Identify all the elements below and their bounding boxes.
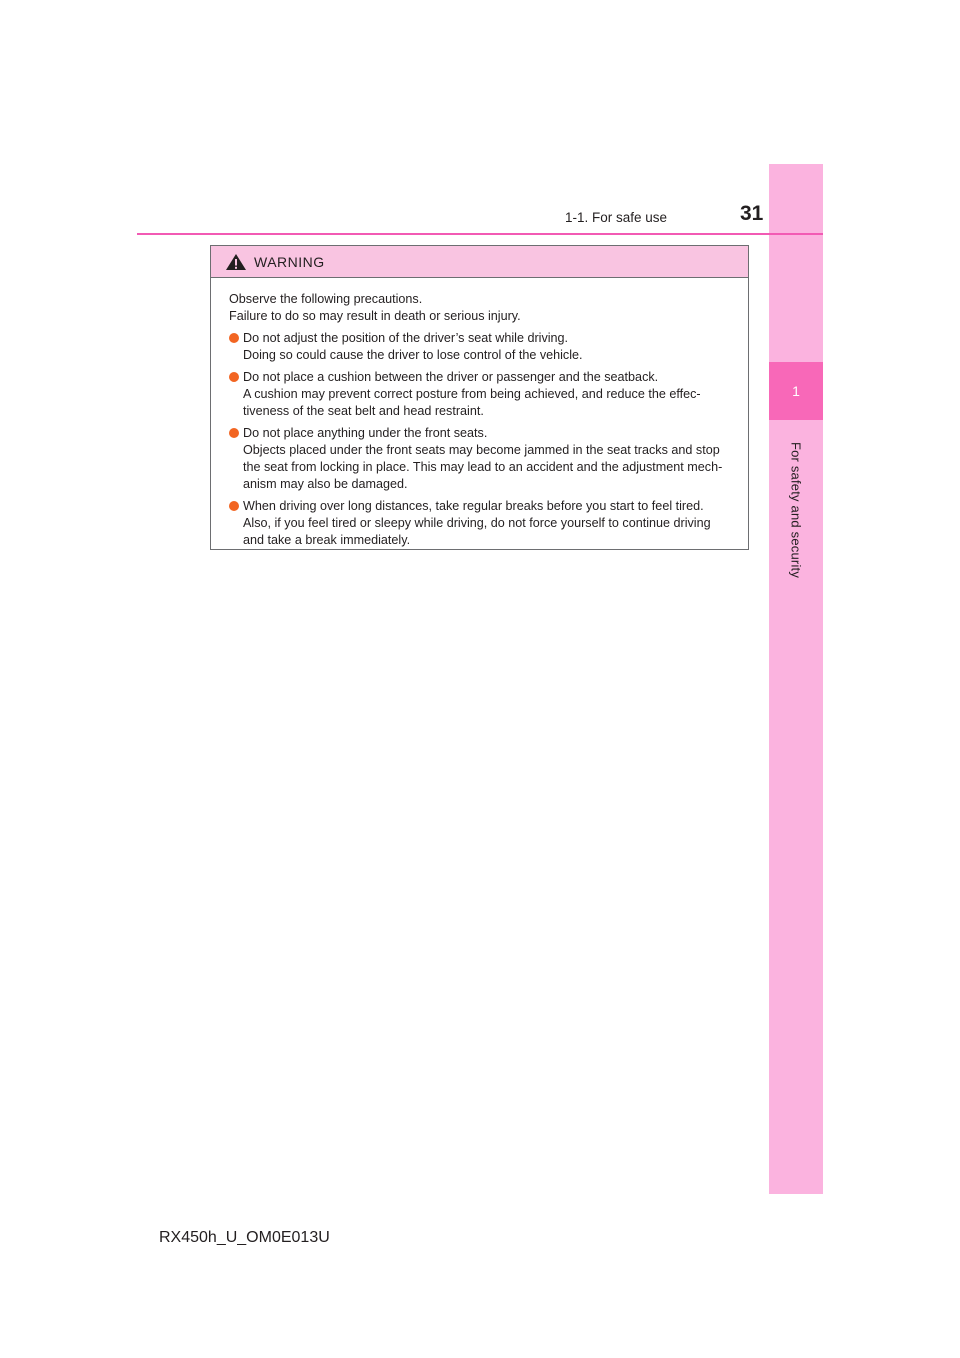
warning-item (229, 425, 740, 493)
warning-item (229, 498, 740, 549)
warning-item (229, 369, 740, 420)
item-line: Objects placed under the front seats may become jammed in the seat tracks and stop (243, 443, 720, 457)
chapter-number: 1 (792, 383, 800, 399)
page-number: 31 (740, 202, 764, 225)
intro-line: Failure to do so may result in death or serious injury. (229, 309, 521, 323)
warning-title: WARNING (254, 253, 325, 270)
warning-box (210, 245, 749, 550)
item-line: the seat from locking in place. This may lead to an accident and the adjustment mech- (243, 460, 723, 474)
intro-line: Observe the following precautions. (229, 292, 423, 306)
warning-triangle-icon (225, 253, 247, 271)
warning-intro (229, 291, 740, 325)
bullet-dot-icon (229, 428, 239, 438)
document-code: RX450h_U_OM0E013U (159, 1229, 330, 1246)
side-tab (769, 164, 823, 1194)
chapter-number-tab[interactable] (769, 362, 823, 420)
item-line: tiveness of the seat belt and head restraint. (243, 404, 484, 418)
chapter-label: For safety and security (788, 441, 804, 579)
warning-item (229, 330, 740, 364)
header-rule (137, 233, 823, 235)
bullet-dot-icon (229, 372, 239, 382)
item-line: Do not place anything under the front seats. (243, 426, 488, 440)
bullet-dot-icon (229, 333, 239, 343)
item-line: Do not adjust the position of the driver’s seat while driving. (243, 331, 569, 345)
item-line: A cushion may prevent correct posture from being achieved, and reduce the effec- (243, 387, 701, 401)
item-line: Do not place a cushion between the driver or passenger and the seatback. (243, 370, 659, 384)
section-title: 1-1. For safe use (564, 210, 667, 225)
item-line: anism may also be damaged. (243, 477, 408, 491)
item-line: and take a break immediately. (243, 533, 411, 547)
item-line: Doing so could cause the driver to lose control of the vehicle. (243, 348, 583, 362)
bullet-dot-icon (229, 501, 239, 511)
item-line: Also, if you feel tired or sleepy while driving, do not force yourself to continue driving (243, 516, 711, 530)
item-line: When driving over long distances, take regular breaks before you start to feel tired. (243, 499, 704, 513)
warning-header (211, 246, 748, 278)
warning-body (211, 278, 748, 549)
